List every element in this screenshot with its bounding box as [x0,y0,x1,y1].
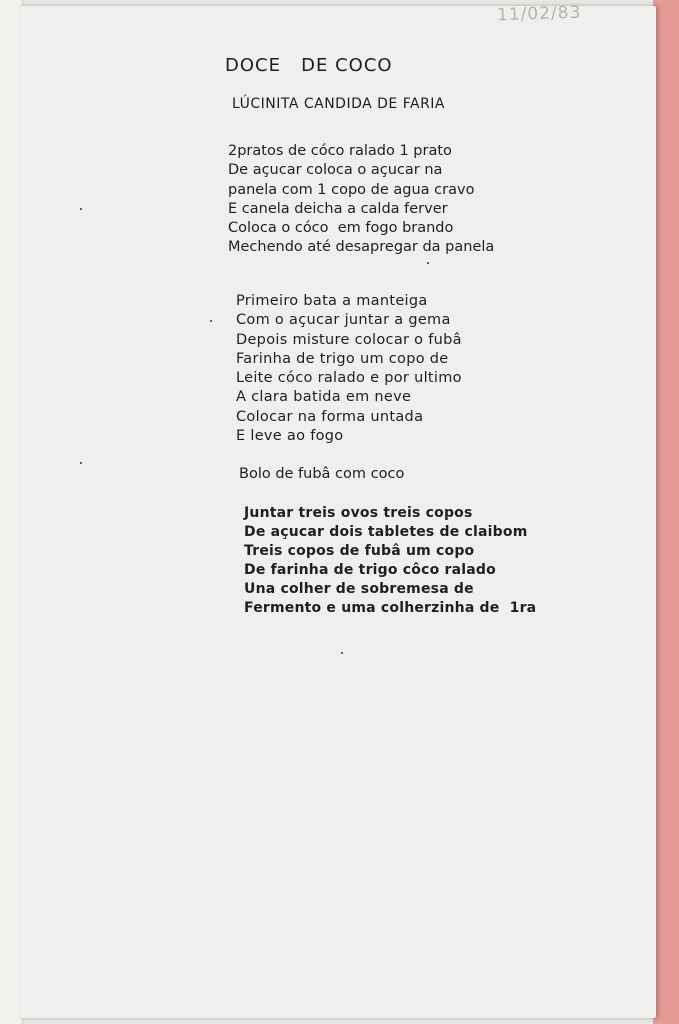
ink-speck [341,652,343,654]
recipe-2-body [236,292,462,446]
ink-speck [427,262,429,264]
text-line: Farinha de trigo um copo de [236,350,449,367]
text-line: De açucar dois tabletes de claibom [244,524,528,540]
text-line: Leite cóco ralado e por ultimo [236,370,462,387]
text-line: Coloca o cóco em fogo brando [228,220,454,237]
recipe-3-title: Bolo de fubâ com coco [239,466,405,482]
pink-backing-paper [653,0,679,1024]
text-line: Depois misture colocar o fubâ [236,331,462,348]
text-line: Una colher de sobremesa de [244,581,474,597]
handwritten-date: 11/02/83 [496,2,582,26]
text-line: Treis copos de fubâ um copo [244,543,475,559]
recipe-3-body [244,504,536,618]
text-line: Juntar treis ovos treis copos [244,505,473,521]
text-line: A clara batida em neve [236,389,412,406]
text-line: Com o açucar juntar a gema [236,312,451,329]
text-line: Mechendo até desapregar da panela [228,239,495,256]
text-line: Primeiro bata a manteiga [236,293,428,309]
recipe-title: DOCE DE COCO [225,55,393,76]
text-line: De farinha de trigo côco ralado [244,562,496,578]
ink-speck [80,208,82,210]
text-line: Fermento e uma colherzinha de 1ra [244,600,537,616]
ink-speck [80,462,82,464]
recipe-1-body [228,142,494,258]
text-line: panela com 1 copo de agua cravo [228,181,475,198]
ink-speck [210,320,212,322]
text-line: De açucar coloca o açucar na [228,162,443,179]
text-line: 2pratos de cóco ralado 1 prato [228,143,452,159]
text-line: E leve ao fogo [236,428,344,445]
text-line: Colocar na forma untada [236,408,424,425]
text-line: E canela deicha a calda ferver [228,200,448,217]
recipe-author: LÚCINITA CANDIDA DE FARIA [232,96,445,112]
